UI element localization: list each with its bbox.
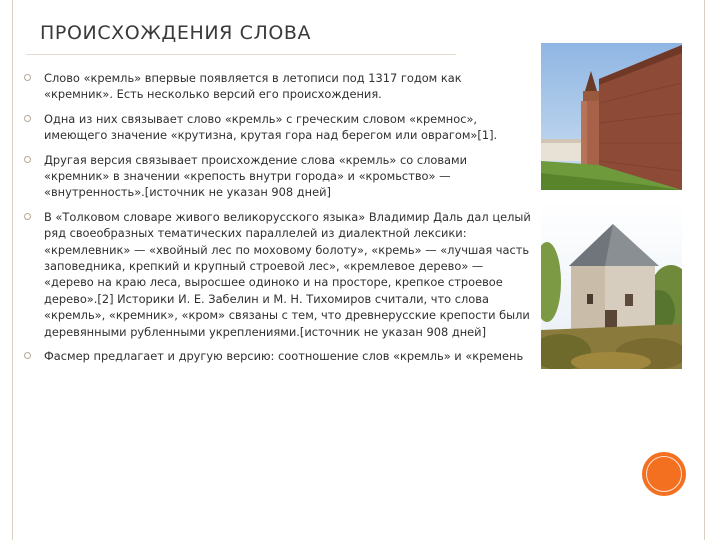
bullet-text: В «Толковом словаре живого великорусского языка» Владимир Даль дал целый ряд своеобразных тематических параллелей из диалектной лексики: «кремлевник» — «хвойный лес по моховому болоту», «кремь» — «лучшая часть заповедника, крепкий и крупный строевой лес», «кремлевое дерево» — «дерево на краю леса, выросшее одиноко и на просторе, крепкое строевое дерево».[2] Историки И. Е. Забелин и М. Н. Тихомиров считали, что слова «кремль», «кремник», «кром» связаны с тем, что древнерусские крепости были деревянными рубленными укреплениями.[источник не указан 908 дней]: [44, 209, 531, 339]
bullet-item: [22, 348, 532, 364]
bullet-circle-icon: [24, 115, 31, 122]
bullet-circle-icon: [24, 156, 31, 163]
title-divider: [26, 54, 456, 55]
decorative-orange-circle: [642, 452, 686, 496]
bullet-text: Фасмер предлагает и другую версию: соотношение слов «кремль» и «кремень: [44, 349, 524, 364]
slide-title: ПРОИСХОЖДЕНИЯ СЛОВА: [40, 22, 312, 44]
slide-frame-left: [12, 0, 13, 540]
bullet-item: [22, 70, 532, 103]
bullet-circle-icon: [24, 352, 31, 359]
bullet-text: Другая версия связывает происхождение слова «кремль» со словами «кремник» в значении «крепость внутри города» и «кромьство» — «внутренность».[источник не указан 908 дней]: [44, 152, 468, 200]
bullet-circle-icon: [24, 74, 31, 81]
kremlin-wall-tower-photo: [541, 43, 682, 190]
bullet-circle-icon: [24, 213, 31, 220]
slide-frame-right: [704, 0, 705, 540]
bullet-text: Одна из них связывает слово «кремль» с греческим словом «кремнос», имеющего значение «крутизна, крутая гора над берегом или оврагом»[1].: [44, 111, 498, 143]
bullet-text: Слово «кремль» впервые появляется в летописи под 1317 годом как «кремник». Есть несколько версий его происхождения.: [44, 71, 462, 102]
bullet-item: [22, 152, 532, 201]
bullet-list: [22, 70, 532, 373]
bullet-item: [22, 111, 532, 144]
wooden-roof-tower-photo: [541, 202, 682, 369]
bullet-item: [22, 209, 532, 340]
